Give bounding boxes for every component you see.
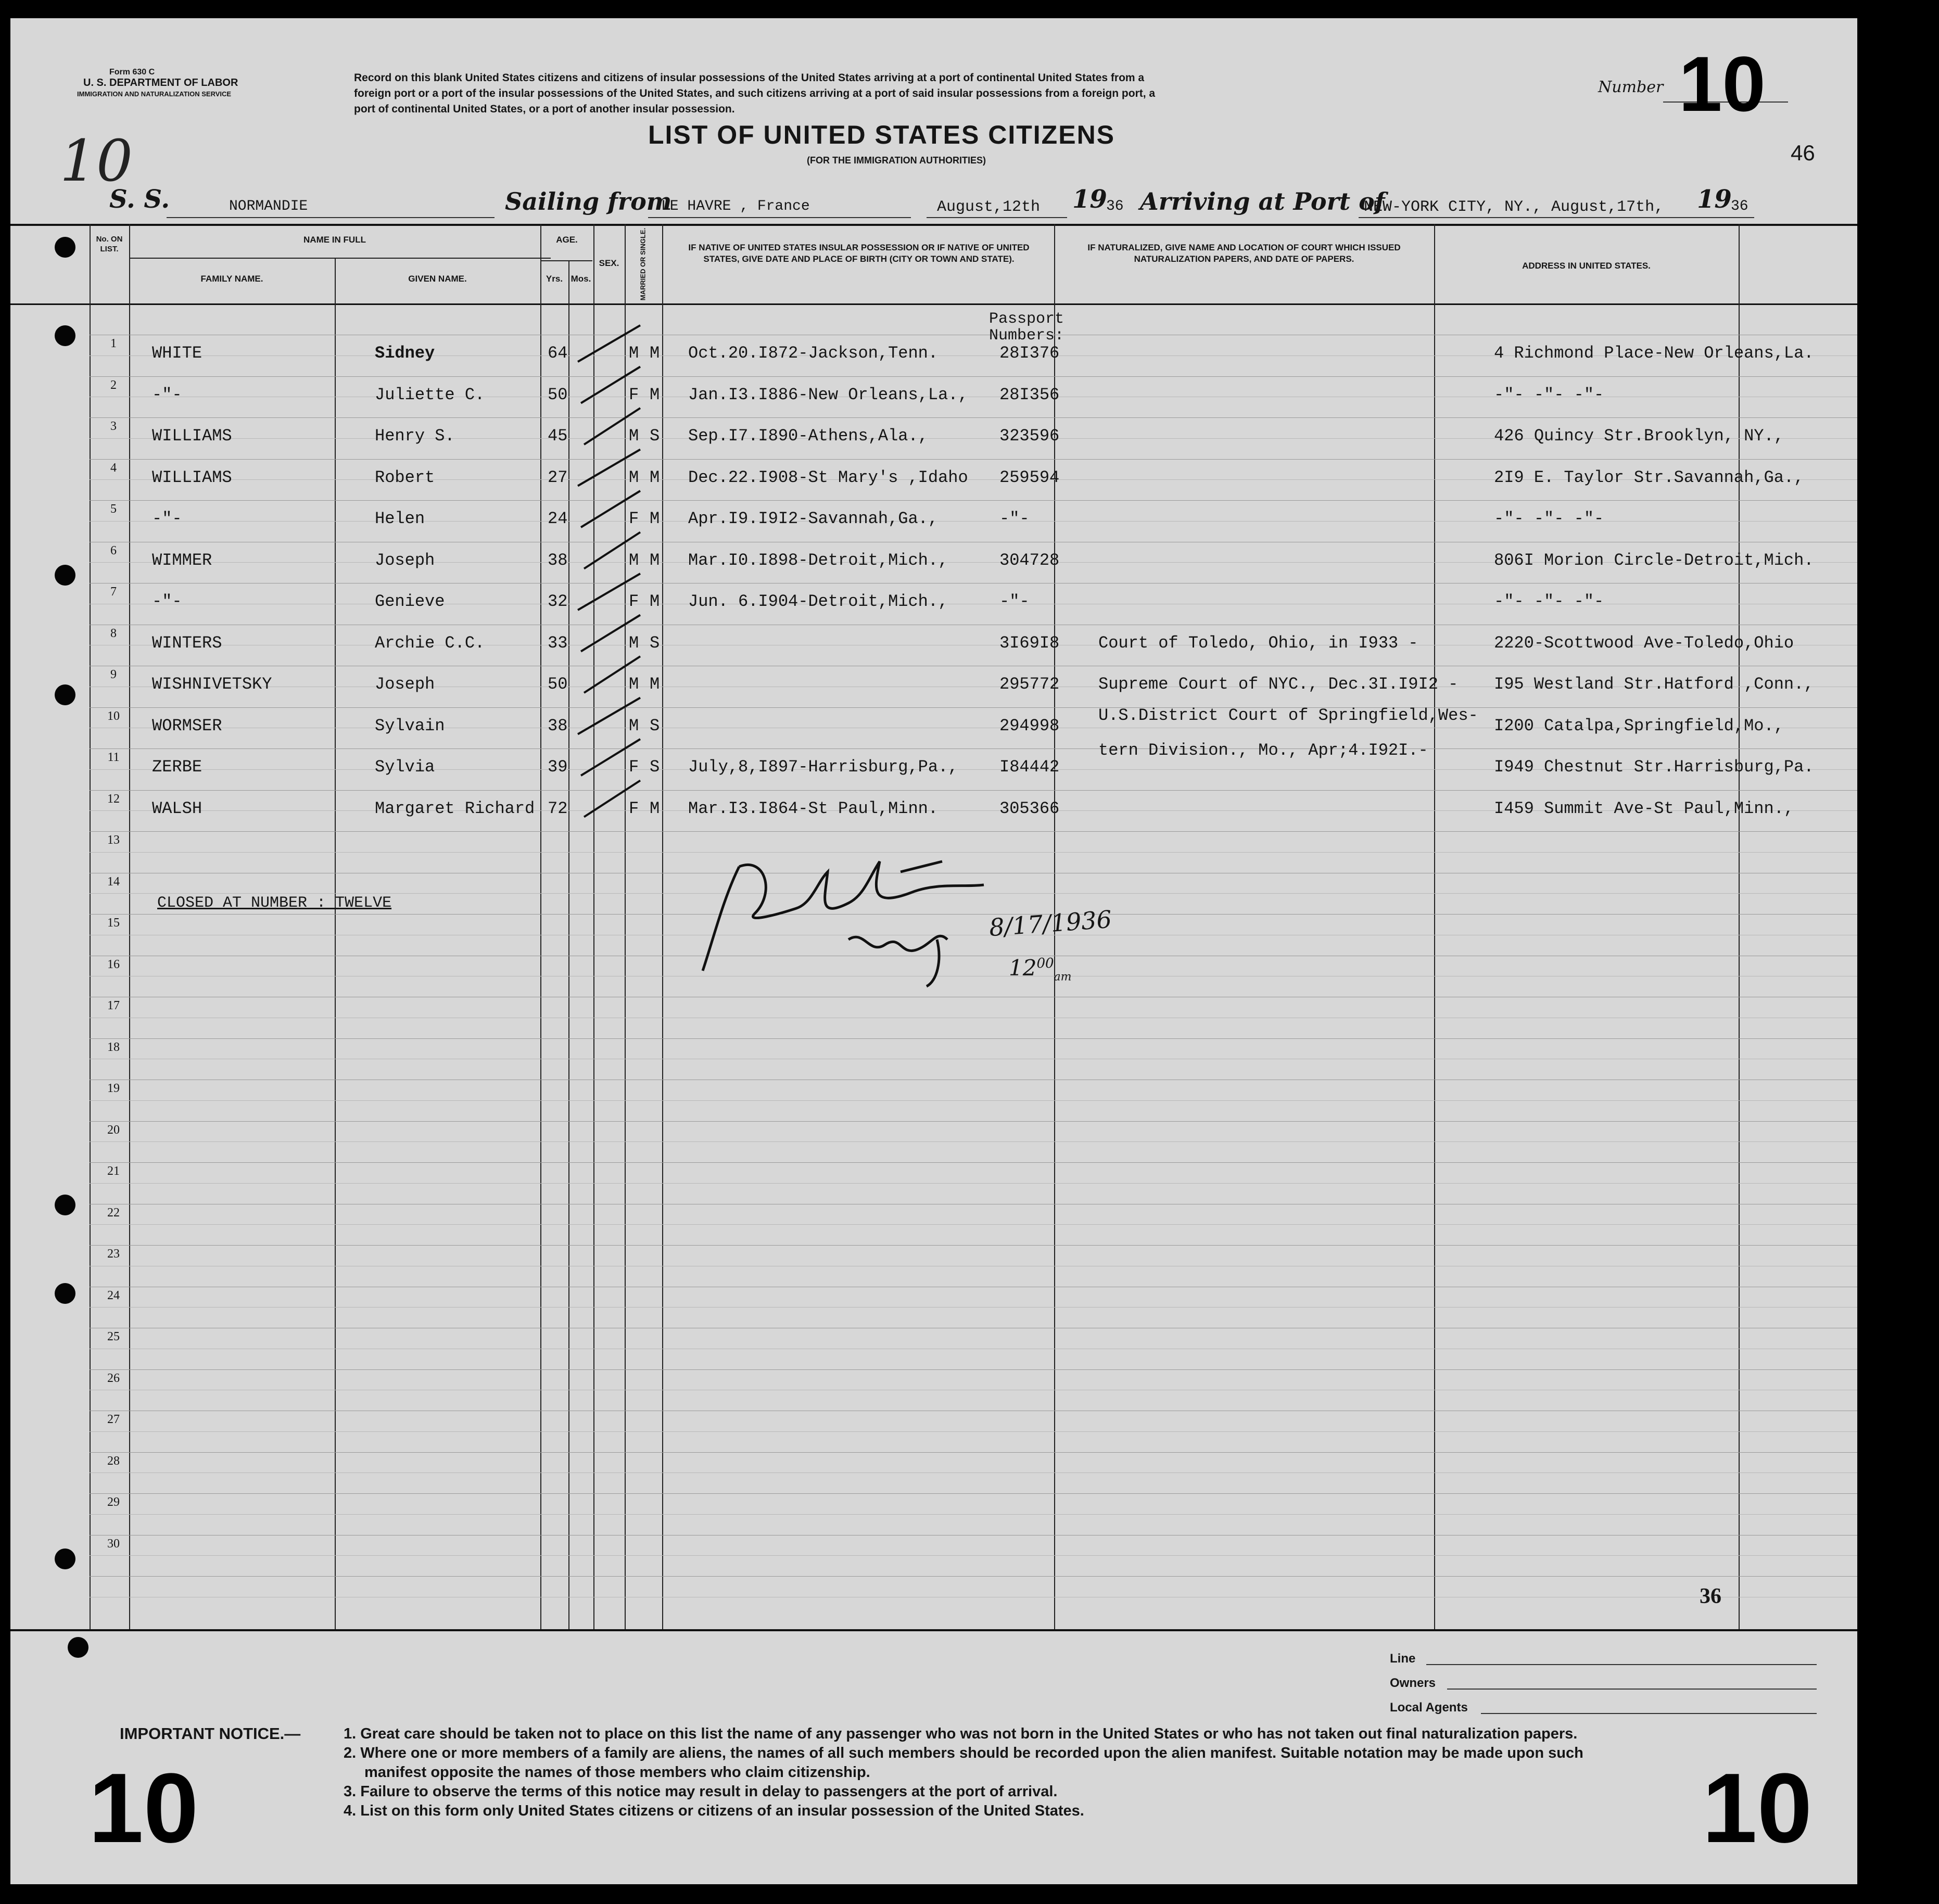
service: IMMIGRATION AND NATURALIZATION SERVICE bbox=[77, 90, 232, 98]
row-number: 3 bbox=[110, 420, 117, 433]
birth-info: Jan.I3.I886-New Orleans,La., bbox=[688, 385, 968, 404]
check-marks bbox=[573, 310, 729, 830]
row-number: 27 bbox=[107, 1413, 120, 1426]
given-name: Joseph bbox=[375, 675, 435, 694]
marital-status: M bbox=[650, 344, 660, 363]
address: I949 Chestnut Str.Harrisburg,Pa. bbox=[1494, 757, 1814, 777]
punch-hole bbox=[55, 1195, 75, 1215]
marital-status: M bbox=[650, 467, 660, 487]
address: I200 Catalpa,Springfield,Mo., bbox=[1494, 716, 1784, 735]
given-name: Helen bbox=[375, 509, 425, 528]
address: 2I9 E. Taylor Str.Savannah,Ga., bbox=[1494, 467, 1804, 487]
age: 24 bbox=[548, 509, 568, 528]
family-name: WALSH bbox=[152, 798, 202, 818]
form-number: Form 630 C bbox=[109, 68, 155, 77]
address: -"- -"- -"- bbox=[1494, 592, 1604, 611]
address: I459 Summit Ave-St Paul,Minn., bbox=[1494, 798, 1794, 818]
family-name: -"- bbox=[152, 509, 182, 528]
family-name: WINTERS bbox=[152, 633, 222, 653]
sex: F bbox=[629, 592, 639, 611]
marital-status: M bbox=[650, 592, 660, 611]
row-number: 13 bbox=[107, 833, 120, 847]
marital-status: S bbox=[650, 633, 660, 653]
birth-info: Sep.I7.I890-Athens,Ala., bbox=[688, 426, 928, 446]
row-rule bbox=[90, 1514, 1857, 1515]
sail-date: August,12th bbox=[937, 198, 1041, 216]
handwritten-number: 10 bbox=[60, 128, 133, 194]
marital-status: M bbox=[650, 798, 660, 818]
row-rule bbox=[90, 459, 1857, 460]
age: 33 bbox=[548, 633, 568, 653]
punch-hole bbox=[68, 1637, 88, 1658]
given-name: Henry S. bbox=[375, 426, 455, 446]
row-number: 21 bbox=[107, 1164, 120, 1178]
passport-number: -"- bbox=[999, 509, 1030, 528]
check-mark bbox=[584, 781, 640, 817]
passport-number: 295772 bbox=[999, 675, 1060, 694]
header-name-in-full: NAME IN FULL bbox=[303, 235, 366, 245]
passport-number: 28I356 bbox=[999, 385, 1060, 404]
family-name: WIMMER bbox=[152, 550, 212, 570]
check-mark bbox=[581, 367, 640, 403]
passport-number: 3I69I8 bbox=[999, 633, 1060, 653]
number-label: Number bbox=[1598, 78, 1664, 96]
punch-hole bbox=[55, 325, 75, 346]
check-mark bbox=[578, 574, 640, 610]
sex: M bbox=[629, 716, 639, 735]
family-name: -"- bbox=[152, 592, 182, 611]
row-rule bbox=[90, 1162, 1857, 1163]
sex: M bbox=[629, 550, 639, 570]
row-rule bbox=[90, 748, 1857, 749]
age: 27 bbox=[548, 467, 568, 487]
marital-status: S bbox=[650, 716, 660, 735]
agents-label: Local Agents bbox=[1390, 1700, 1468, 1715]
passport-label: Passport Numbers: bbox=[989, 310, 1064, 345]
arrival-year-prefix: 19 bbox=[1697, 185, 1732, 214]
row-number: 29 bbox=[107, 1495, 120, 1509]
given-name: Robert bbox=[375, 467, 435, 487]
punch-hole bbox=[55, 1283, 75, 1304]
row-rule bbox=[90, 790, 1857, 791]
passport-number: 259594 bbox=[999, 467, 1060, 487]
punch-hole bbox=[55, 565, 75, 586]
header-mos: Mos. bbox=[571, 274, 591, 284]
family-name: WILLIAMS bbox=[152, 467, 232, 487]
header-married: MARRIED OR SINGLE. bbox=[639, 227, 647, 301]
sex: M bbox=[629, 633, 639, 653]
sail-year: 36 bbox=[1106, 198, 1124, 214]
punch-hole bbox=[55, 1548, 75, 1569]
header-naturalized: IF NATURALIZED, GIVE NAME AND LOCATION OF COURT WHICH ISSUED NATURALIZATION PAPERS, AND DATE OF PAPERS. bbox=[1087, 243, 1401, 264]
row-number: 11 bbox=[107, 751, 120, 764]
row-number: 19 bbox=[107, 1082, 120, 1095]
handwritten-date: 8/17/1936 bbox=[988, 905, 1113, 942]
address: I95 Westland Str.Hatford ,Conn., bbox=[1494, 675, 1814, 694]
family-name: -"- bbox=[152, 385, 182, 404]
check-mark bbox=[578, 325, 640, 362]
family-name: WHITE bbox=[152, 344, 202, 363]
given-name: Genieve bbox=[375, 592, 445, 611]
check-mark bbox=[584, 408, 640, 445]
row-number: 26 bbox=[107, 1371, 120, 1385]
passport-number: 294998 bbox=[999, 716, 1060, 735]
page-count: 46 bbox=[1791, 141, 1815, 165]
age: 38 bbox=[548, 716, 568, 735]
notice-title: IMPORTANT NOTICE.— bbox=[120, 1724, 301, 1743]
header-address: ADDRESS IN UNITED STATES. bbox=[1522, 261, 1651, 271]
age: 50 bbox=[548, 675, 568, 694]
sex: M bbox=[629, 675, 639, 694]
row-rule bbox=[90, 707, 1857, 708]
given-name: Sylvia bbox=[375, 757, 435, 777]
family-name: ZERBE bbox=[152, 757, 202, 777]
row-rule bbox=[90, 417, 1857, 418]
sex: F bbox=[629, 757, 639, 777]
check-mark bbox=[578, 698, 640, 734]
check-mark bbox=[584, 656, 640, 693]
birth-info: Mar.I0.I898-Detroit,Mich., bbox=[688, 550, 948, 570]
row-rule bbox=[90, 1121, 1857, 1122]
naturalization-info: U.S.District Court of Springfield,Wes- bbox=[1098, 705, 1478, 725]
stamp-right: 10 bbox=[1702, 1753, 1813, 1863]
row-number: 16 bbox=[107, 957, 120, 971]
row-number: 18 bbox=[107, 1040, 120, 1054]
row-number: 22 bbox=[107, 1205, 120, 1220]
check-mark bbox=[581, 739, 640, 776]
row-rule bbox=[90, 1100, 1857, 1101]
passport-number: I84442 bbox=[999, 757, 1060, 777]
sex: F bbox=[629, 509, 639, 528]
given-name: Sidney bbox=[375, 344, 435, 363]
row-rule bbox=[90, 1245, 1857, 1246]
marital-status: M bbox=[650, 550, 660, 570]
sex: M bbox=[629, 426, 639, 446]
header-family-name: FAMILY NAME. bbox=[200, 274, 263, 284]
family-name: WILLIAMS bbox=[152, 426, 232, 446]
number-stamp: 10 bbox=[1679, 40, 1766, 128]
check-mark bbox=[581, 615, 640, 652]
department: U. S. DEPARTMENT OF LABOR bbox=[83, 77, 238, 88]
given-name: Sylvain bbox=[375, 716, 445, 735]
sheet-count: 36 bbox=[1700, 1584, 1721, 1608]
manifest-page bbox=[10, 18, 1857, 1884]
age: 50 bbox=[548, 385, 568, 404]
passport-number: 304728 bbox=[999, 550, 1060, 570]
given-name: Joseph bbox=[375, 550, 435, 570]
line-label: Line bbox=[1390, 1652, 1416, 1666]
given-name: Juliette C. bbox=[375, 385, 485, 404]
given-name: Margaret Richard bbox=[375, 798, 535, 818]
row-rule bbox=[90, 1141, 1857, 1142]
naturalization-info: Supreme Court of NYC., Dec.3I.I9I2 - bbox=[1098, 675, 1459, 694]
birth-info: Mar.I3.I864-St Paul,Minn. bbox=[688, 798, 939, 818]
naturalization-info: tern Division., Mo., Apr;4.I92I.- bbox=[1098, 741, 1428, 760]
sex: M bbox=[629, 344, 639, 363]
row-number: 7 bbox=[110, 585, 117, 599]
row-number: 23 bbox=[107, 1247, 120, 1261]
stamp-left: 10 bbox=[88, 1753, 199, 1863]
row-rule bbox=[90, 376, 1857, 377]
age: 39 bbox=[548, 757, 568, 777]
arriving-label: Arriving at Port of bbox=[1140, 187, 1385, 215]
address: 2220-Scottwood Ave-Toledo,Ohio bbox=[1494, 633, 1794, 653]
handwritten-time: $12^{00}_{am}$ bbox=[1009, 955, 1072, 984]
sailing-label: Sailing from bbox=[505, 187, 672, 215]
passport-number: 323596 bbox=[999, 426, 1060, 446]
row-rule bbox=[90, 1224, 1857, 1225]
row-rule bbox=[90, 1555, 1857, 1556]
row-rule bbox=[90, 1452, 1857, 1453]
row-rule bbox=[90, 500, 1857, 501]
check-mark bbox=[584, 532, 640, 569]
given-name: Archie C.C. bbox=[375, 633, 485, 653]
page-title: LIST OF UNITED STATES CITIZENS bbox=[648, 120, 1116, 149]
marital-status: M bbox=[650, 675, 660, 694]
row-rule bbox=[90, 1576, 1857, 1577]
marital-status: S bbox=[650, 757, 660, 777]
row-number: 10 bbox=[107, 709, 120, 723]
ship-name: NORMANDIE bbox=[229, 198, 308, 214]
row-number: 15 bbox=[107, 916, 120, 930]
address: 4 Richmond Place-New Orleans,La. bbox=[1494, 344, 1814, 363]
from-port: LE HAVRE , France bbox=[661, 198, 810, 214]
owners-label: Owners bbox=[1390, 1676, 1436, 1690]
row-number: 5 bbox=[110, 502, 117, 516]
row-rule bbox=[90, 1493, 1857, 1494]
birth-info: Oct.20.I872-Jackson,Tenn. bbox=[688, 344, 939, 363]
row-number: 14 bbox=[107, 874, 120, 888]
age: 45 bbox=[548, 426, 568, 446]
sex: F bbox=[629, 385, 639, 404]
birth-info: Dec.22.I908-St Mary's ,Idaho bbox=[688, 467, 968, 487]
marital-status: M bbox=[650, 509, 660, 528]
closed-note: CLOSED AT NUMBER : TWELVE bbox=[157, 894, 392, 912]
notices: 1. Great care should be taken not to place on this list the name of any passenger who was not born in the United States or who has not taken out final naturalization papers. 2. Where one or more members of a family are aliens, the names of all such members should be recorded upon the alien manifest. Suitable notation may be made upon such manifest opposite the names of those members who claim citizenship. 3. Failure to observe the terms of this notice may result in delay to passengers at the port of arrival. 4. List on this form only United States citizens or citizens of an insular possession of the United States. bbox=[344, 1725, 1583, 1819]
address: -"- -"- -"- bbox=[1494, 385, 1604, 404]
age: 38 bbox=[548, 550, 568, 570]
header-birth: IF NATIVE OF UNITED STATES INSULAR POSSESSION OR IF NATIVE OF UNITED STATES, GIVE DATE AND PLACE OF BIRTH (CITY OR TOWN AND STATE). bbox=[688, 243, 1030, 264]
age: 64 bbox=[548, 344, 568, 363]
row-number: 20 bbox=[107, 1123, 120, 1137]
check-mark bbox=[578, 450, 640, 486]
instructions: Record on this blank United States citizens and citizens of insular possessions of the United States arriving at a port of continental United States from a foreign port or a port of the insular possessions of the United States, and such citizens arriving at a port of said insular possessions from a foreign port, a port of continental United States, or a port of another insular possession. bbox=[354, 72, 1156, 115]
row-number: 28 bbox=[107, 1454, 120, 1468]
row-number: 9 bbox=[110, 668, 117, 681]
ss-label: S. S. bbox=[109, 185, 170, 214]
row-number: 12 bbox=[107, 792, 120, 806]
address: 426 Quincy Str.Brooklyn, NY., bbox=[1494, 426, 1784, 446]
birth-info: Apr.I9.I9I2-Savannah,Ga., bbox=[688, 509, 939, 528]
header-yrs: Yrs. bbox=[546, 274, 563, 284]
age: 32 bbox=[548, 592, 568, 611]
row-number: 2 bbox=[110, 378, 117, 392]
row-number: 6 bbox=[110, 543, 117, 557]
address: 806I Morion Circle-Detroit,Mich. bbox=[1494, 550, 1814, 570]
row-number: 25 bbox=[107, 1330, 120, 1343]
check-mark bbox=[581, 491, 640, 527]
marital-status: S bbox=[650, 426, 660, 446]
row-number: 1 bbox=[110, 337, 117, 350]
row-number: 24 bbox=[107, 1288, 120, 1302]
header-given-name: GIVEN NAME. bbox=[408, 274, 467, 284]
header-no: No. ON LIST. bbox=[96, 235, 123, 253]
header-sex: SEX. bbox=[599, 258, 619, 268]
address: -"- -"- -"- bbox=[1494, 509, 1604, 528]
punch-hole bbox=[55, 684, 75, 705]
row-rule bbox=[90, 1038, 1857, 1039]
marital-status: M bbox=[650, 385, 660, 404]
age: 72 bbox=[548, 798, 568, 818]
row-rule bbox=[90, 1183, 1857, 1184]
row-rule bbox=[90, 1369, 1857, 1370]
header-age: AGE. bbox=[556, 235, 578, 245]
birth-info: July,8,I897-Harrisburg,Pa., bbox=[688, 757, 958, 777]
row-rule bbox=[90, 1307, 1857, 1308]
page-subtitle: (FOR THE IMMIGRATION AUTHORITIES) bbox=[807, 155, 986, 166]
naturalization-info: Court of Toledo, Ohio, in I933 - bbox=[1098, 633, 1418, 653]
row-number: 17 bbox=[107, 999, 120, 1012]
row-number: 8 bbox=[110, 626, 117, 640]
family-name: WORMSER bbox=[152, 716, 222, 735]
passport-number: 305366 bbox=[999, 798, 1060, 818]
row-number: 30 bbox=[107, 1537, 120, 1551]
family-name: WISHNIVETSKY bbox=[152, 675, 272, 694]
sex: M bbox=[629, 467, 639, 487]
row-number: 4 bbox=[110, 461, 117, 475]
arrival-port: NEW-YORK CITY, NY., August,17th, bbox=[1364, 198, 1664, 216]
row-rule bbox=[90, 1431, 1857, 1432]
punch-hole bbox=[55, 237, 75, 258]
passport-number: -"- bbox=[999, 592, 1030, 611]
birth-info: Jun. 6.I904-Detroit,Mich., bbox=[688, 592, 948, 611]
row-rule bbox=[90, 831, 1857, 832]
passport-number: 28I376 bbox=[999, 344, 1060, 363]
sex: F bbox=[629, 798, 639, 818]
arrival-year: 36 bbox=[1731, 198, 1748, 214]
year-prefix: 19 bbox=[1072, 185, 1107, 214]
